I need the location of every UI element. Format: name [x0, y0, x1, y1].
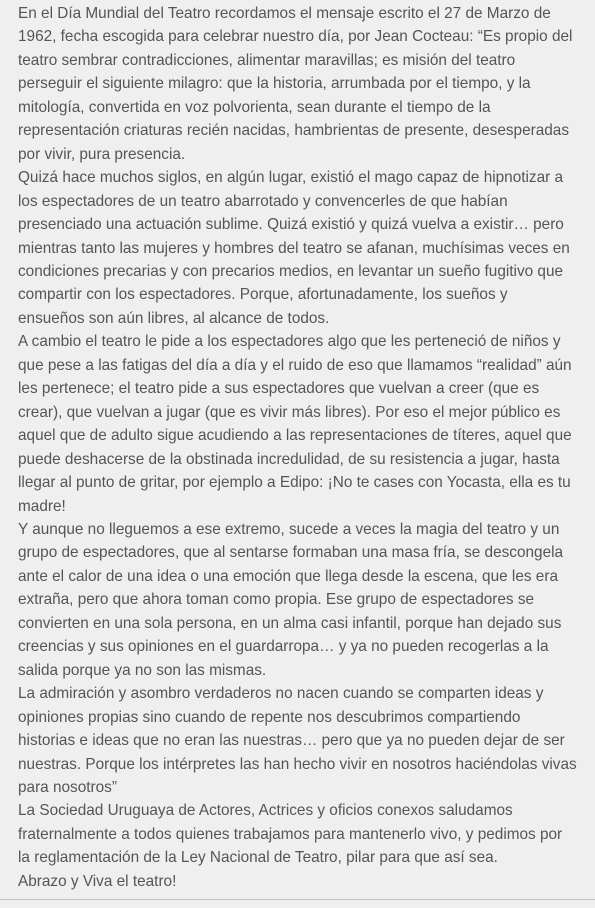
paragraph-magician: Quizá hace muchos siglos, en algún lugar, existió el mago capaz de hipnotizar a los espectadores de un teatro abarrotado y convencerles de que habían presenciado una actuación sublime. Quizá existió y quizá vuelva a existir… pero mientras tanto las mujeres y hombres del teatro se afanan, muchísimas veces en condiciones precarias y con precarios medios, en levantar un sueño fugitivo que compartir con los espectadores. Porque, afortunadamente, los sueños y ensueños son aún libres, al alcance de todos. — [18, 169, 570, 327]
paragraph-society-greeting: La Sociedad Uruguaya de Actores, Actrices y oficios conexos saludamos fraternalmente a todos quienes trabajamos para mantenerlo vivo, y pedimos por la reglamentación de la Ley Nacional de Teatro, pilar para que así sea. — [18, 802, 563, 867]
paragraph-closing: Abrazo y Viva el teatro! — [18, 872, 177, 890]
paragraph-theatre-asks: A cambio el teatro le pide a los espectadores algo que les perteneció de niños y que pese a las fatigas del día a día y el ruido de eso que llamamos “realidad” aún les pertenece; el teatro pide a sus espectadores que vuelvan a creer (que es crear), que vuelvan a jugar (que es vivir más libres). Por eso el mejor público es aquel que de adulto sigue acudiendo a las representaciones de títeres, aquel que puede deshacerse de la obstinada incredulidad, de su resistencia a jugar, hasta llegar al punto de gritar, por ejemplo a Edipo: ¡No te cases con Yocasta, ella es tu madre! — [18, 333, 572, 515]
paragraph-audience-magic: Y aunque no lleguemos a ese extremo, sucede a veces la magia del teatro y un grupo de espectadores, que al sentarse formaban una masa fría, se descongela ante el calor de una idea o una emoción que llega desde la escena, que les era extraña, pero que ahora toman como propia. Ese grupo de espectadores se convierten en una sola persona, en un alma casi infantil, porque han dejado sus creencias y sus opiniones en el guardarropa… y ya no pueden recogerlas a la salida porque ya no son las mismas. — [18, 520, 564, 679]
paragraph-cocteau-quote-intro: En el Día Mundial del Teatro recordamos el mensaje escrito el 27 de Marzo de 1962, fecha escogida para celebrar nuestro día, por Jean Cocteau: “Es propio del teatro sembrar contradicciones, alimentar maravillas; es misión del teatro perseguir el siguiente milagro: que la historia, arrumbada por el tiempo, y la mitología, convertida en voz polvorienta, sean durante el tiempo de la representación criaturas recién nacidas, hambrientas de presente, desesperadas por vivir, pura presencia. — [18, 5, 573, 163]
bottom-divider — [0, 899, 595, 900]
paragraph-admiration: La admiración y asombro verdaderos no nacen cuando se comparten ideas y opiniones propias sino cuando de repente nos descubrimos compartiendo historias e ideas que no eran las nuestras… pero que ya no pueden dejar de ser nuestras. Porque los intérpretes las han hecho vivir en nosotros haciéndolas vivas para nosotros” — [18, 685, 577, 796]
